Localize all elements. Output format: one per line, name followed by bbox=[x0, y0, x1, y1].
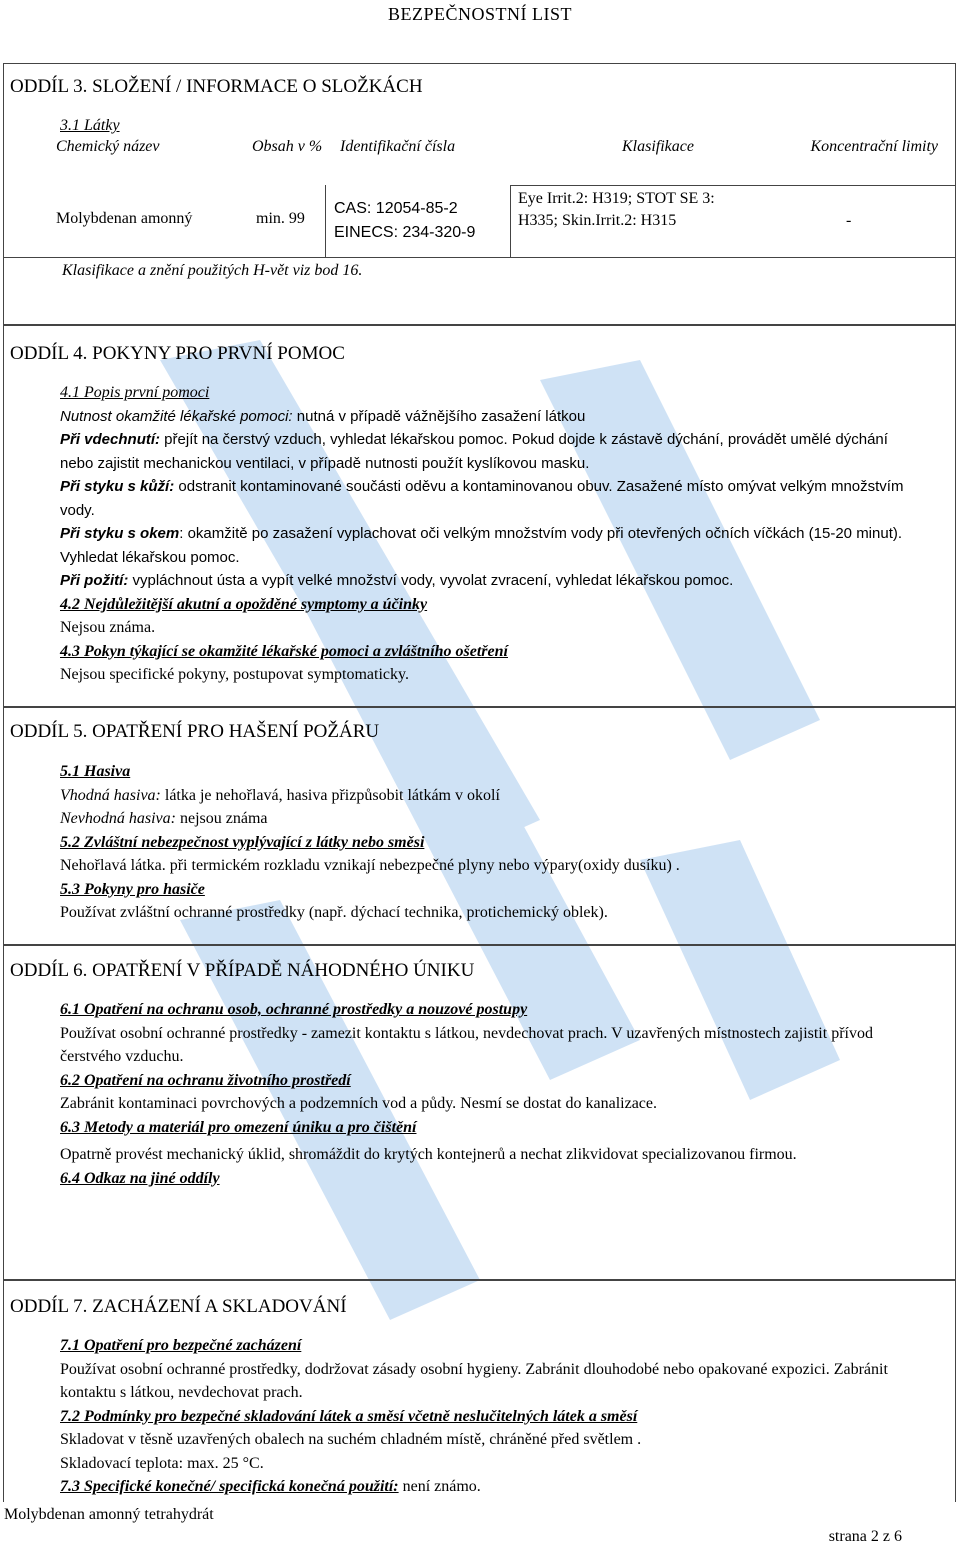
text-7-1: Používat osobní ochranné prostředky, dodržovat zásady osobní hygieny. Zabránit dlouhodobé nebo opakované expozici. Zabránit kontaktu s látkou, nevdechovat prach. bbox=[60, 1360, 888, 1401]
text-skin: odstranit kontaminované součásti oděvu a kontaminovanou obuv. Zasažené místo omývat velkým množstvím vody. bbox=[60, 478, 904, 519]
section-6-body bbox=[60, 998, 920, 1190]
section-3-frame bbox=[3, 63, 956, 325]
section-4-title: ODDÍL 4. POKYNY PRO PRVNÍ POMOC bbox=[10, 343, 345, 364]
subheading-6-2: 6.2 Opatření na ochranu životního prostředí bbox=[60, 1071, 351, 1089]
composition-table bbox=[52, 138, 952, 156]
suitable-extinguisher-line bbox=[60, 784, 920, 808]
cell-classification-line1: Eye Irrit.2: H319; STOT SE 3: bbox=[518, 190, 715, 207]
label-unsuitable: Nevhodná hasiva: bbox=[60, 810, 176, 827]
subheading-7-1: 7.1 Opatření pro bezpečné zacházení bbox=[60, 1337, 302, 1354]
table-header-row bbox=[52, 138, 952, 156]
label-immediate-help: Nutnost okamžité lékařské pomoci: bbox=[60, 407, 293, 425]
subheading-5-2: 5.2 Zvláštní nebezpečnost vyplývající z látky nebo směsi bbox=[60, 833, 425, 851]
label-ingestion: Při požití: bbox=[60, 572, 129, 589]
subheading-4-3: 4.3 Pokyn týkající se okamžité lékařské pomoci a zvláštního ošetření bbox=[60, 642, 508, 660]
text-6-1: Používat osobní ochranné prostředky - zamezit kontaktu s látkou, nevdechovat prach. V uzavřených místnostech zajistit přívod čerstvého vzduchu. bbox=[60, 1024, 873, 1065]
table-bottom-line bbox=[3, 257, 956, 258]
document-header: BEZPEČNOSTNÍ LIST bbox=[388, 4, 572, 24]
text-6-3: Opatrně provést mechanický úklid, shromáždit do krytých kontejnerů a nechat zlikvidovat specializovanou firmou. bbox=[60, 1146, 797, 1163]
footer-product-name: Molybdenan amonný tetrahydrát bbox=[4, 1506, 214, 1523]
section-6-title: ODDÍL 6. OPATŘENÍ V PŘÍPADĚ NÁHODNÉHO ÚNIKU bbox=[10, 960, 475, 981]
col-identification: Identifikační čísla bbox=[340, 138, 456, 155]
col-concentration-limits: Koncentrační limity bbox=[810, 138, 938, 155]
col-chemical-name: Chemický název bbox=[56, 138, 160, 155]
text-inhalation-2: Pokud dojde k zástavě dýchání, provádět umělé dýchání nebo zajistit mechanickou ventilaci, v případě nutnosti použít kyslíkovou masku. bbox=[60, 431, 888, 472]
text-4-2: Nejsou známa. bbox=[60, 619, 156, 636]
label-suitable: Vhodná hasiva: bbox=[60, 786, 161, 804]
unsuitable-extinguisher-line bbox=[60, 807, 920, 831]
cell-concentration-limits: - bbox=[846, 212, 852, 229]
text-6-2: Zabránit kontaminaci povrchových a podzemních vod a půdy. Nesmí se dostat do kanalizace. bbox=[60, 1095, 657, 1112]
text-7-2a: Skladovat v těsně uzavřených obalech na suchém chladném místě, chráněné před světlem . bbox=[60, 1431, 642, 1448]
subheading-7-2: 7.2 Podmínky pro bezpečné skladování látek a směsí včetně neslučitelných látek a směsí bbox=[60, 1407, 638, 1425]
text-5-2: Nehořlavá látka. při termickém rozkladu vznikají nebezpečné plyny nebo výpary(oxidy dusíku) . bbox=[60, 857, 680, 874]
subheading-6-1: 6.1 Opatření na ochranu osob, ochranné prostředky a nouzové postupy bbox=[60, 1001, 528, 1018]
subheading-6-3: 6.3 Metody a materiál pro omezení úniku a pro čištění bbox=[60, 1118, 417, 1136]
subheading-4-1: 4.1 Popis první pomoci bbox=[60, 384, 210, 401]
section-3-title: ODDÍL 3. SLOŽENÍ / INFORMACE O SLOŽKÁCH bbox=[10, 76, 423, 97]
immediate-help-line bbox=[60, 405, 920, 429]
section-4-body bbox=[60, 381, 920, 687]
h-phrases-note: Klasifikace a znění použitých H-vět viz bod 16. bbox=[62, 262, 363, 279]
substance-subheading: 3.1 Látky bbox=[60, 117, 120, 134]
section-5-body bbox=[60, 760, 920, 925]
cell-chemical-name: Molybdenan amonný bbox=[56, 210, 193, 227]
subheading-4-2: 4.2 Nejdůležitější akutní a opožděné symptomy a účinky bbox=[60, 595, 428, 613]
cell-content: min. 99 bbox=[256, 210, 305, 227]
cell-classification-line2: H335; Skin.Irrit.2: H315 bbox=[518, 212, 677, 229]
section-5-title: ODDÍL 5. OPATŘENÍ PRO HAŠENÍ POŽÁRU bbox=[10, 721, 380, 742]
cell-einecs: EINECS: 234-320-9 bbox=[334, 224, 476, 241]
text-unsuitable: nejsou známa bbox=[175, 810, 268, 827]
table-hline bbox=[510, 185, 956, 186]
table-vline-2 bbox=[510, 185, 511, 257]
eye-contact-line bbox=[60, 522, 920, 569]
subheading-5-1: 5.1 Hasiva bbox=[60, 763, 131, 780]
section-7-body bbox=[60, 1334, 920, 1499]
subheading-6-4: 6.4 Odkaz na jiné oddíly bbox=[60, 1169, 220, 1187]
text-7-2b: Skladovací teplota: max. 25 °C. bbox=[60, 1454, 264, 1472]
col-content: Obsah v % bbox=[252, 138, 323, 155]
skin-contact-line bbox=[60, 475, 920, 522]
text-4-3: Nejsou specifické pokyny, postupovat symptomaticky. bbox=[60, 666, 409, 683]
footer-page-number: strana 2 z 6 bbox=[828, 1528, 902, 1545]
col-classification: Klasifikace bbox=[622, 138, 694, 155]
text-immediate-help: nutná v případě vážnějšího zasažení látkou bbox=[292, 407, 586, 425]
text-eye: : okamžitě po zasažení vyplachovat oči velkým množstvím vody při otevřených očních víčkách (15-20 minut). Vyhledat lékařskou pomoc. bbox=[60, 525, 903, 566]
text-inhalation: přejít na čerstvý vzduch, vyhledat lékařskou pomoc. bbox=[160, 431, 508, 448]
text-suitable: látka je nehořlavá, hasiva přizpůsobit látkám v okolí bbox=[160, 786, 500, 804]
section-7-title: ODDÍL 7. ZACHÁZENÍ A SKLADOVÁNÍ bbox=[10, 1296, 347, 1317]
label-skin: Při styku s kůží: bbox=[60, 478, 175, 495]
text-5-3: Používat zvláštní ochranné prostředky (např. dýchací technika, protichemický oblek). bbox=[60, 904, 608, 921]
line-7-3 bbox=[60, 1475, 920, 1499]
inhalation-line bbox=[60, 428, 920, 475]
text-ingestion: vypláchnout ústa a vypít velké množství vody, vyvolat zvracení, vyhledat lékařskou pomoc. bbox=[128, 572, 734, 589]
subheading-7-3: 7.3 Specifické konečné/ specifická konečná použití: bbox=[60, 1478, 399, 1495]
subheading-5-3: 5.3 Pokyny pro hasiče bbox=[60, 880, 205, 898]
table-vline-1 bbox=[325, 185, 326, 257]
cell-cas: CAS: 12054-85-2 bbox=[334, 200, 458, 217]
text-7-3: není známo. bbox=[398, 1478, 481, 1495]
ingestion-line bbox=[60, 569, 920, 593]
label-eye: Při styku s okem bbox=[60, 525, 180, 542]
label-inhalation: Při vdechnutí: bbox=[60, 431, 161, 448]
